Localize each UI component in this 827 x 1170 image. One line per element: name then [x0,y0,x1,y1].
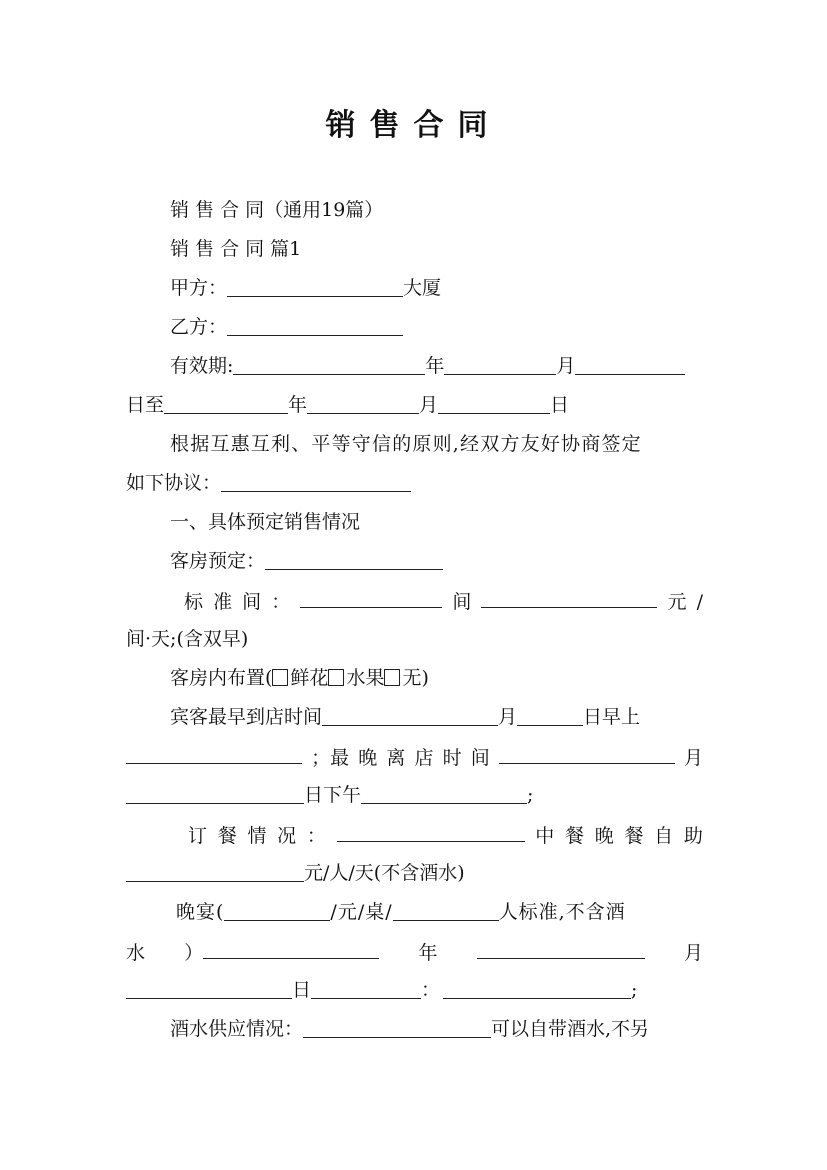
meal-line [126,819,703,849]
year-label: 年 [288,394,308,416]
departure-day-blank[interactable] [126,781,304,804]
meal-char: ： [306,825,326,847]
end-year-blank[interactable] [164,391,288,414]
document-title: 销售合同 [325,108,502,143]
banquet-line [126,897,703,927]
none-label: 无) [402,667,429,689]
flowers-checkbox[interactable] [272,669,288,686]
meal-char: 况 [277,825,297,847]
banquet-minute-blank[interactable] [443,976,631,999]
banquet-hour-blank[interactable] [311,976,421,999]
afternoon-time-blank[interactable] [361,781,527,804]
yuan-label: 元 [667,591,687,613]
month-label: 月 [419,394,439,416]
month-label: 月 [683,747,703,769]
meal-char: 餐 [217,825,237,847]
per-person-line [126,858,703,888]
month-label: 月 [683,942,703,964]
validity-day-blank[interactable] [575,352,685,375]
room-booking-blank[interactable] [265,547,443,570]
standard-room-price-blank[interactable] [481,585,657,608]
banquet-open-label: 晚宴( [176,901,225,923]
departure-char: 离 [386,747,406,769]
close-paren-group [184,936,379,968]
day-label: 日 [292,979,312,1001]
standard-room-line [126,585,703,615]
end-day-blank[interactable] [438,391,550,414]
room-unit-label: 间 [452,591,472,613]
meal-type-char: 自 [654,825,674,847]
party-b-blank[interactable] [227,313,403,336]
per-person-label: 元/人/天(不含酒水) [304,862,465,884]
close-paren: ） [184,942,204,964]
fruit-checkbox[interactable] [328,669,344,686]
meal-blank[interactable] [337,819,525,842]
departure-char: 晚 [358,747,378,769]
room-layout-label: 客房内布置( [170,667,273,689]
drinks-blank[interactable] [303,1015,491,1038]
departure-char: ；最 [311,747,350,769]
validity-label: 有效期: [170,355,234,377]
arrival-line [126,702,703,732]
year-label: 年 [418,942,438,964]
banquet-day-blank[interactable] [126,976,292,999]
std-char: 准 [213,591,233,613]
drinks-label: 酒水供应情况： [170,1018,304,1040]
per-person-price-blank[interactable] [126,859,304,882]
departure-month-blank[interactable] [499,741,675,764]
semicolon-label: ; [527,784,534,806]
party-a-suffix: 大厦 [403,277,442,299]
month-label: 月 [498,706,518,728]
flowers-label: 鲜花 [290,667,329,689]
yuan-table-label: /元/桌/ [330,901,393,923]
room-layout-line [126,663,703,693]
day-label: 日 [550,394,570,416]
arrival-month-blank[interactable] [322,703,498,726]
party-b-label: 乙方： [170,316,228,338]
earliest-arrival-label: 宾客最早到店时间 [170,706,323,728]
std-char: 标 [184,591,204,613]
meal-type-char: 中 [535,825,555,847]
agreement-blank[interactable] [221,469,411,492]
meal-type-char: 餐 [624,825,644,847]
party-a-label: 甲方： [170,277,228,299]
banquet-time-line [126,975,703,1005]
drinks-line [126,1014,703,1044]
room-booking-line [126,546,703,576]
banquet-date-line [126,936,703,966]
item1-heading: 一、具体预定销售情况 [170,511,361,533]
agreement-label: 如下协议： [126,472,222,494]
departure-char: 店 [414,747,434,769]
meal-type-char: 助 [683,825,703,847]
meal-char: 订 [188,825,208,847]
departure-char: 间 [470,747,490,769]
person-standard-label: 人标准,不含酒 [498,901,626,923]
month-label: 月 [556,355,576,377]
section-heading: 销 售 合 同 篇1 [170,238,302,260]
morning-time-blank[interactable] [126,741,302,764]
validity-end-line [126,390,703,420]
heading-line: 销 售 合 同（通用19篇） [170,199,384,221]
meal-type-char: 晚 [594,825,614,847]
intro-line: 根据互惠互利、平等守信的原则,经双方友好协商签定 [170,433,642,455]
departure-end-line [126,780,703,810]
year-label: 年 [425,355,445,377]
std-char: ： [271,591,291,613]
banquet-price-blank[interactable] [224,898,330,921]
std-char: 间 [242,591,262,613]
none-checkbox[interactable] [384,669,400,686]
party-a-line [126,273,703,303]
afternoon-label: 日下午 [304,784,362,806]
standard-room-count-blank[interactable] [300,585,442,608]
semicolon-label: ; [631,979,638,1001]
validity-line [126,351,703,381]
drinks-text: 可以自带酒水,不另 [491,1018,650,1040]
banquet-year-blank[interactable] [203,936,379,959]
room-booking-label: 客房预定： [170,550,266,572]
validity-month-blank[interactable] [444,352,556,375]
party-a-blank[interactable] [227,274,403,297]
party-b-line [126,312,703,342]
morning-label: 日早上 [583,706,641,728]
meal-type-char: 餐 [565,825,585,847]
departure-char: 时 [442,747,462,769]
banquet-person-blank[interactable] [393,898,499,921]
meal-char: 情 [247,825,267,847]
departure-line [126,741,703,771]
colon-label: ： [421,979,441,1001]
end-month-blank[interactable] [307,391,419,414]
validity-year-blank[interactable] [233,352,425,375]
banquet-month-blank[interactable] [477,936,645,959]
fruit-label: 水果 [346,667,385,689]
per-room-day-line: 间·天;(含双早) [126,628,249,650]
slash-label: / [696,591,703,613]
day-to-label: 日至 [126,394,165,416]
arrival-day-blank[interactable] [517,703,583,726]
agreement-line [126,468,703,498]
water-char: 水 [126,942,146,964]
